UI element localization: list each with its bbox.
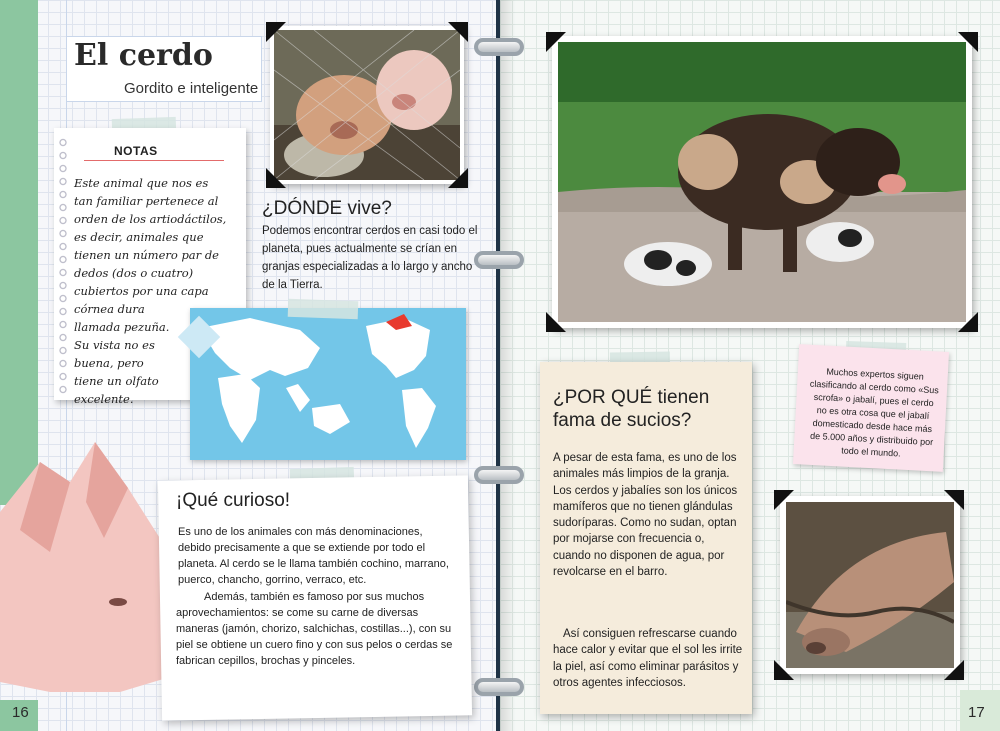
curioso-text-2: Además, también es famoso por sus muchos aprovechamientos: se come su carne de diversas maneras (jamón, chorizo, salchichas, costillas...), con su piel se obtiene un cuero fino y con sus pelos o cerdas se fabrican cepillos, brochas y pinceles. — [176, 591, 453, 667]
photo-corner — [774, 660, 794, 680]
page-title: El cerdo — [74, 38, 213, 73]
page-subtitle: Gordito e inteligente — [124, 80, 259, 97]
photo-corner — [266, 168, 286, 188]
binder-ring — [474, 38, 524, 56]
pigs-fence-image — [274, 30, 460, 180]
photo-corner — [958, 32, 978, 52]
photo-sow-piglets — [552, 36, 972, 328]
binder-ring — [474, 466, 524, 484]
tape-strip — [288, 299, 359, 319]
photo-corner — [448, 168, 468, 188]
sucios-text-2: Así consiguen refrescarse cuando hace calor y evitar que el sol les irrite la piel, así como eliminar parásitos y otros agentes infecciosos. — [553, 628, 743, 689]
photo-corner — [944, 660, 964, 680]
curioso-text-1: Es uno de los animales con más denominaciones, debido precisamente a que se extiende por todo el planeta. Al cerdo se le llama también cochino, marrano, puerco, chancho, gorrino, verraco, etc. — [178, 526, 449, 586]
page-number-left: 16 — [12, 704, 29, 721]
where-text: Podemos encontrar cerdos en casi todo el planeta, pues actualmente se crían en granjas especializadas a lo largo y ancho de la Tierra. — [262, 225, 478, 291]
photo-corner — [266, 22, 286, 42]
photo-corner — [944, 490, 964, 510]
photo-corner — [774, 490, 794, 510]
world-map-image — [190, 308, 466, 460]
notes-heading: NOTAS — [114, 144, 158, 158]
binder-ring — [474, 678, 524, 696]
curioso-heading: ¡Qué curioso! — [176, 490, 291, 511]
photo-corner — [546, 32, 566, 52]
photo-corner — [958, 312, 978, 332]
photo-pigs-fence — [270, 26, 464, 184]
pink-note-text: Muchos expertos siguen clasificando al cerdo como «Sus scrofa» o jabalí, pues el cerdo no es otra cosa que el jabalí domesticado desde hace más de 5.000 años y distribuido por todo el mundo. — [809, 366, 940, 459]
gutter-shadow — [500, 0, 516, 731]
photo-pig-mud — [780, 496, 960, 674]
page-number-right: 17 — [968, 704, 985, 721]
photo-corner — [448, 22, 468, 42]
pig-mud-image — [786, 502, 954, 668]
photo-corner — [546, 312, 566, 332]
world-map — [190, 308, 466, 460]
notes-divider — [84, 160, 224, 161]
notes-holes — [58, 136, 68, 398]
sucios-text-1: A pesar de esta fama, es uno de los animales más limpios de la granja. Los cerdos y jabalíes son los únicos mamíferos que no tienen glándulas sudoríparas. Como no sudan, optan por mojarse con frecuencia o, cuando no disponen de agua, por revolcarse en el barro. — [553, 452, 738, 579]
sow-piglets-image — [558, 42, 966, 322]
left-color-strip — [0, 0, 38, 505]
where-heading: ¿DÓNDE vive? — [262, 198, 392, 219]
book-gutter — [496, 0, 500, 731]
notes-text: Este animal que nos es tan familiar pertenece al orden de los artiodáctilos, es decir, animales que tienen un número par de dedos (dos o cuatro) cubiertos por una capa córnea dura llamada pezuña. Su vista no es buena, pero tiene un olfato excelente. — [74, 176, 227, 406]
sucios-heading: ¿POR QUÉ tienen fama de sucios? — [553, 387, 710, 431]
